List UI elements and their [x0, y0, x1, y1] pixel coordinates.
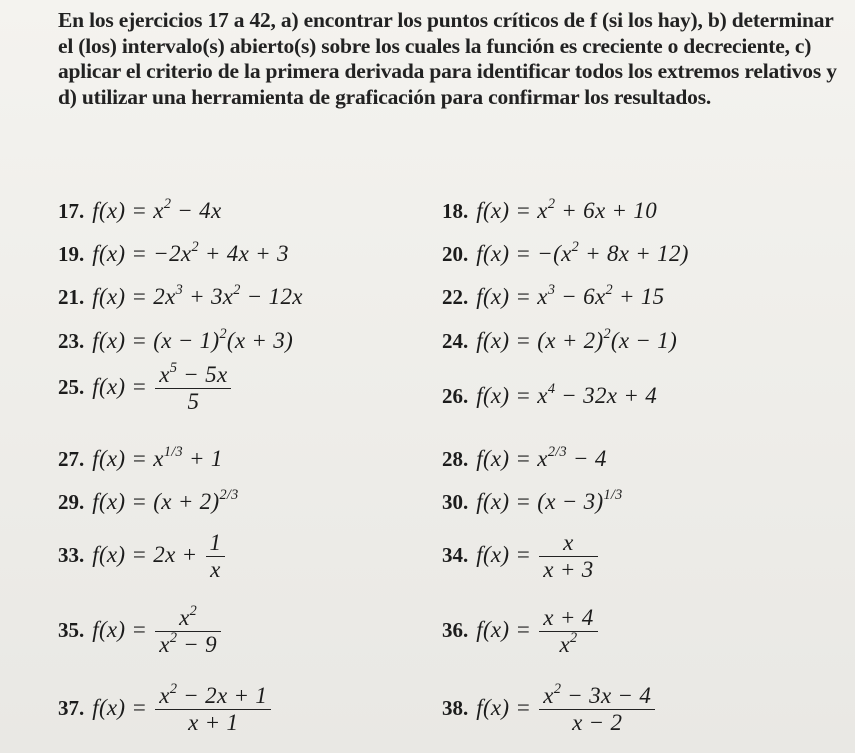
exercise-expression: $x^4 - 32x + 4$ [537, 381, 657, 408]
exercise-expression: $(x - 1)^2(x + 3)$ [153, 326, 294, 353]
exercise-lhs: f(x) = [92, 694, 154, 720]
exercise-lhs: f(x) = [476, 284, 538, 309]
exercise-number: 37. [58, 695, 85, 720]
exercise-35 [58, 605, 223, 658]
exercise-33 [58, 530, 227, 583]
exercise-number: 34. [442, 542, 469, 567]
exercise-expression: $x^{2/3} - 4$ [537, 444, 607, 471]
numerator: 1 [209, 530, 222, 555]
exercise-number: 23. [58, 329, 85, 353]
numerator: $x^5 - 5x$ [159, 360, 228, 387]
exercise-expression: $x^2 + 6x + 10$ [537, 196, 657, 223]
exercise-number: 33. [58, 542, 85, 567]
exercise-28 [442, 446, 607, 472]
exercise-17 [58, 198, 221, 224]
exercise-number: 24. [442, 329, 469, 353]
exercise-36 [442, 605, 600, 658]
numerator: $x^2 - 2x + 1$ [159, 681, 268, 708]
exercise-lhs: f(x) = [476, 198, 538, 223]
exercise-lhs: f(x) = [476, 241, 538, 266]
exercise-lhs: f(x) = [92, 616, 154, 642]
exercise-expression: $-2x^2 + 4x + 3$ [153, 239, 289, 266]
exercise-number: 21. [58, 285, 85, 309]
exercise-38 [442, 683, 657, 736]
exercise-expression: $x^2 - 4x$ [153, 196, 222, 223]
exercise-29 [58, 489, 239, 515]
exercise-fraction [539, 605, 597, 658]
exercise-lhs: f(x) = [92, 198, 154, 223]
exercise-number: 20. [442, 242, 469, 266]
exercise-fraction [155, 683, 271, 736]
exercise-fraction [206, 530, 226, 583]
exercise-18 [442, 198, 657, 224]
denominator: 5 [155, 388, 231, 415]
exercise-22 [442, 284, 664, 310]
exercise-number: 30. [442, 490, 469, 514]
exercise-expression: $(x - 3)^{1/3}$ [537, 487, 623, 514]
exercise-number: 19. [58, 242, 85, 266]
exercise-expression: 2x + [153, 541, 204, 567]
exercise-expression: $(x + 2)^2(x - 1)$ [537, 326, 678, 353]
exercise-30 [442, 489, 623, 515]
exercise-number: 17. [58, 199, 85, 223]
exercise-27 [58, 446, 223, 472]
numerator: $x^2 - 3x - 4$ [543, 681, 652, 708]
exercise-lhs: f(x) = [92, 489, 154, 514]
denominator: x + 1 [155, 709, 271, 736]
exercise-expression: $2x^3 + 3x^2 - 12x$ [153, 282, 303, 309]
exercise-fraction [155, 362, 231, 415]
exercise-lhs: f(x) = [476, 446, 538, 471]
numerator: $x^2$ [179, 603, 198, 630]
exercise-lhs: f(x) = [92, 241, 154, 266]
exercise-23 [58, 328, 293, 354]
exercise-lhs: f(x) = [92, 446, 154, 471]
instructions-paragraph: En los ejercicios 17 a 42, a) encontrar los puntos críticos de f (si los hay), b) determinar el (los) intervalo(s) abierto(s) sobre los cuales la función es creciente o decreciente, c) aplicar el criterio de la primera derivada para identificar todos los extremos relativos y d) utilizar una herramienta de graficación para confirmar los resultados. [58, 8, 837, 109]
exercise-lhs: f(x) = [476, 328, 538, 353]
exercise-37 [58, 683, 273, 736]
exercise-number: 35. [58, 617, 85, 642]
exercise-25 [58, 362, 233, 415]
exercise-number: 26. [442, 384, 469, 408]
exercise-number: 29. [58, 490, 85, 514]
exercise-lhs: f(x) = [92, 284, 154, 309]
denominator: x − 2 [539, 709, 655, 736]
exercise-number: 25. [58, 374, 85, 399]
exercise-fraction [155, 605, 221, 658]
exercise-lhs: f(x) = [476, 489, 538, 514]
exercise-lhs: f(x) = [92, 541, 154, 567]
exercise-number: 18. [442, 199, 469, 223]
exercise-19 [58, 241, 289, 267]
exercise-20 [442, 241, 689, 267]
exercise-expression: $x^3 - 6x^2 + 15$ [537, 282, 665, 309]
exercise-26 [442, 383, 657, 409]
exercise-number: 28. [442, 447, 469, 471]
denominator: x + 3 [539, 556, 597, 583]
exercise-number: 38. [442, 695, 469, 720]
exercise-lhs: f(x) = [476, 694, 538, 720]
exercise-lhs: f(x) = [476, 541, 538, 567]
exercise-expression: $x^{1/3} + 1$ [153, 444, 223, 471]
exercise-number: 27. [58, 447, 85, 471]
exercise-lhs: f(x) = [92, 328, 154, 353]
exercise-lhs: f(x) = [476, 383, 538, 408]
numerator: x + 4 [543, 605, 594, 630]
denominator: $x^2 - 9$ [155, 631, 221, 658]
exercise-lhs: f(x) = [92, 373, 154, 399]
exercise-34 [442, 530, 600, 583]
exercise-fraction [539, 683, 655, 736]
numerator: x [563, 530, 574, 555]
exercise-number: 22. [442, 285, 469, 309]
exercise-lhs: f(x) = [476, 616, 538, 642]
exercise-number: 36. [442, 617, 469, 642]
denominator: $x^2$ [539, 631, 597, 658]
exercise-expression: $-(x^2 + 8x + 12)$ [537, 239, 689, 266]
denominator: x [206, 556, 226, 583]
exercise-expression: $(x + 2)^{2/3}$ [153, 487, 239, 514]
exercise-fraction [539, 530, 597, 583]
exercise-21 [58, 284, 303, 310]
exercise-24 [442, 328, 677, 354]
